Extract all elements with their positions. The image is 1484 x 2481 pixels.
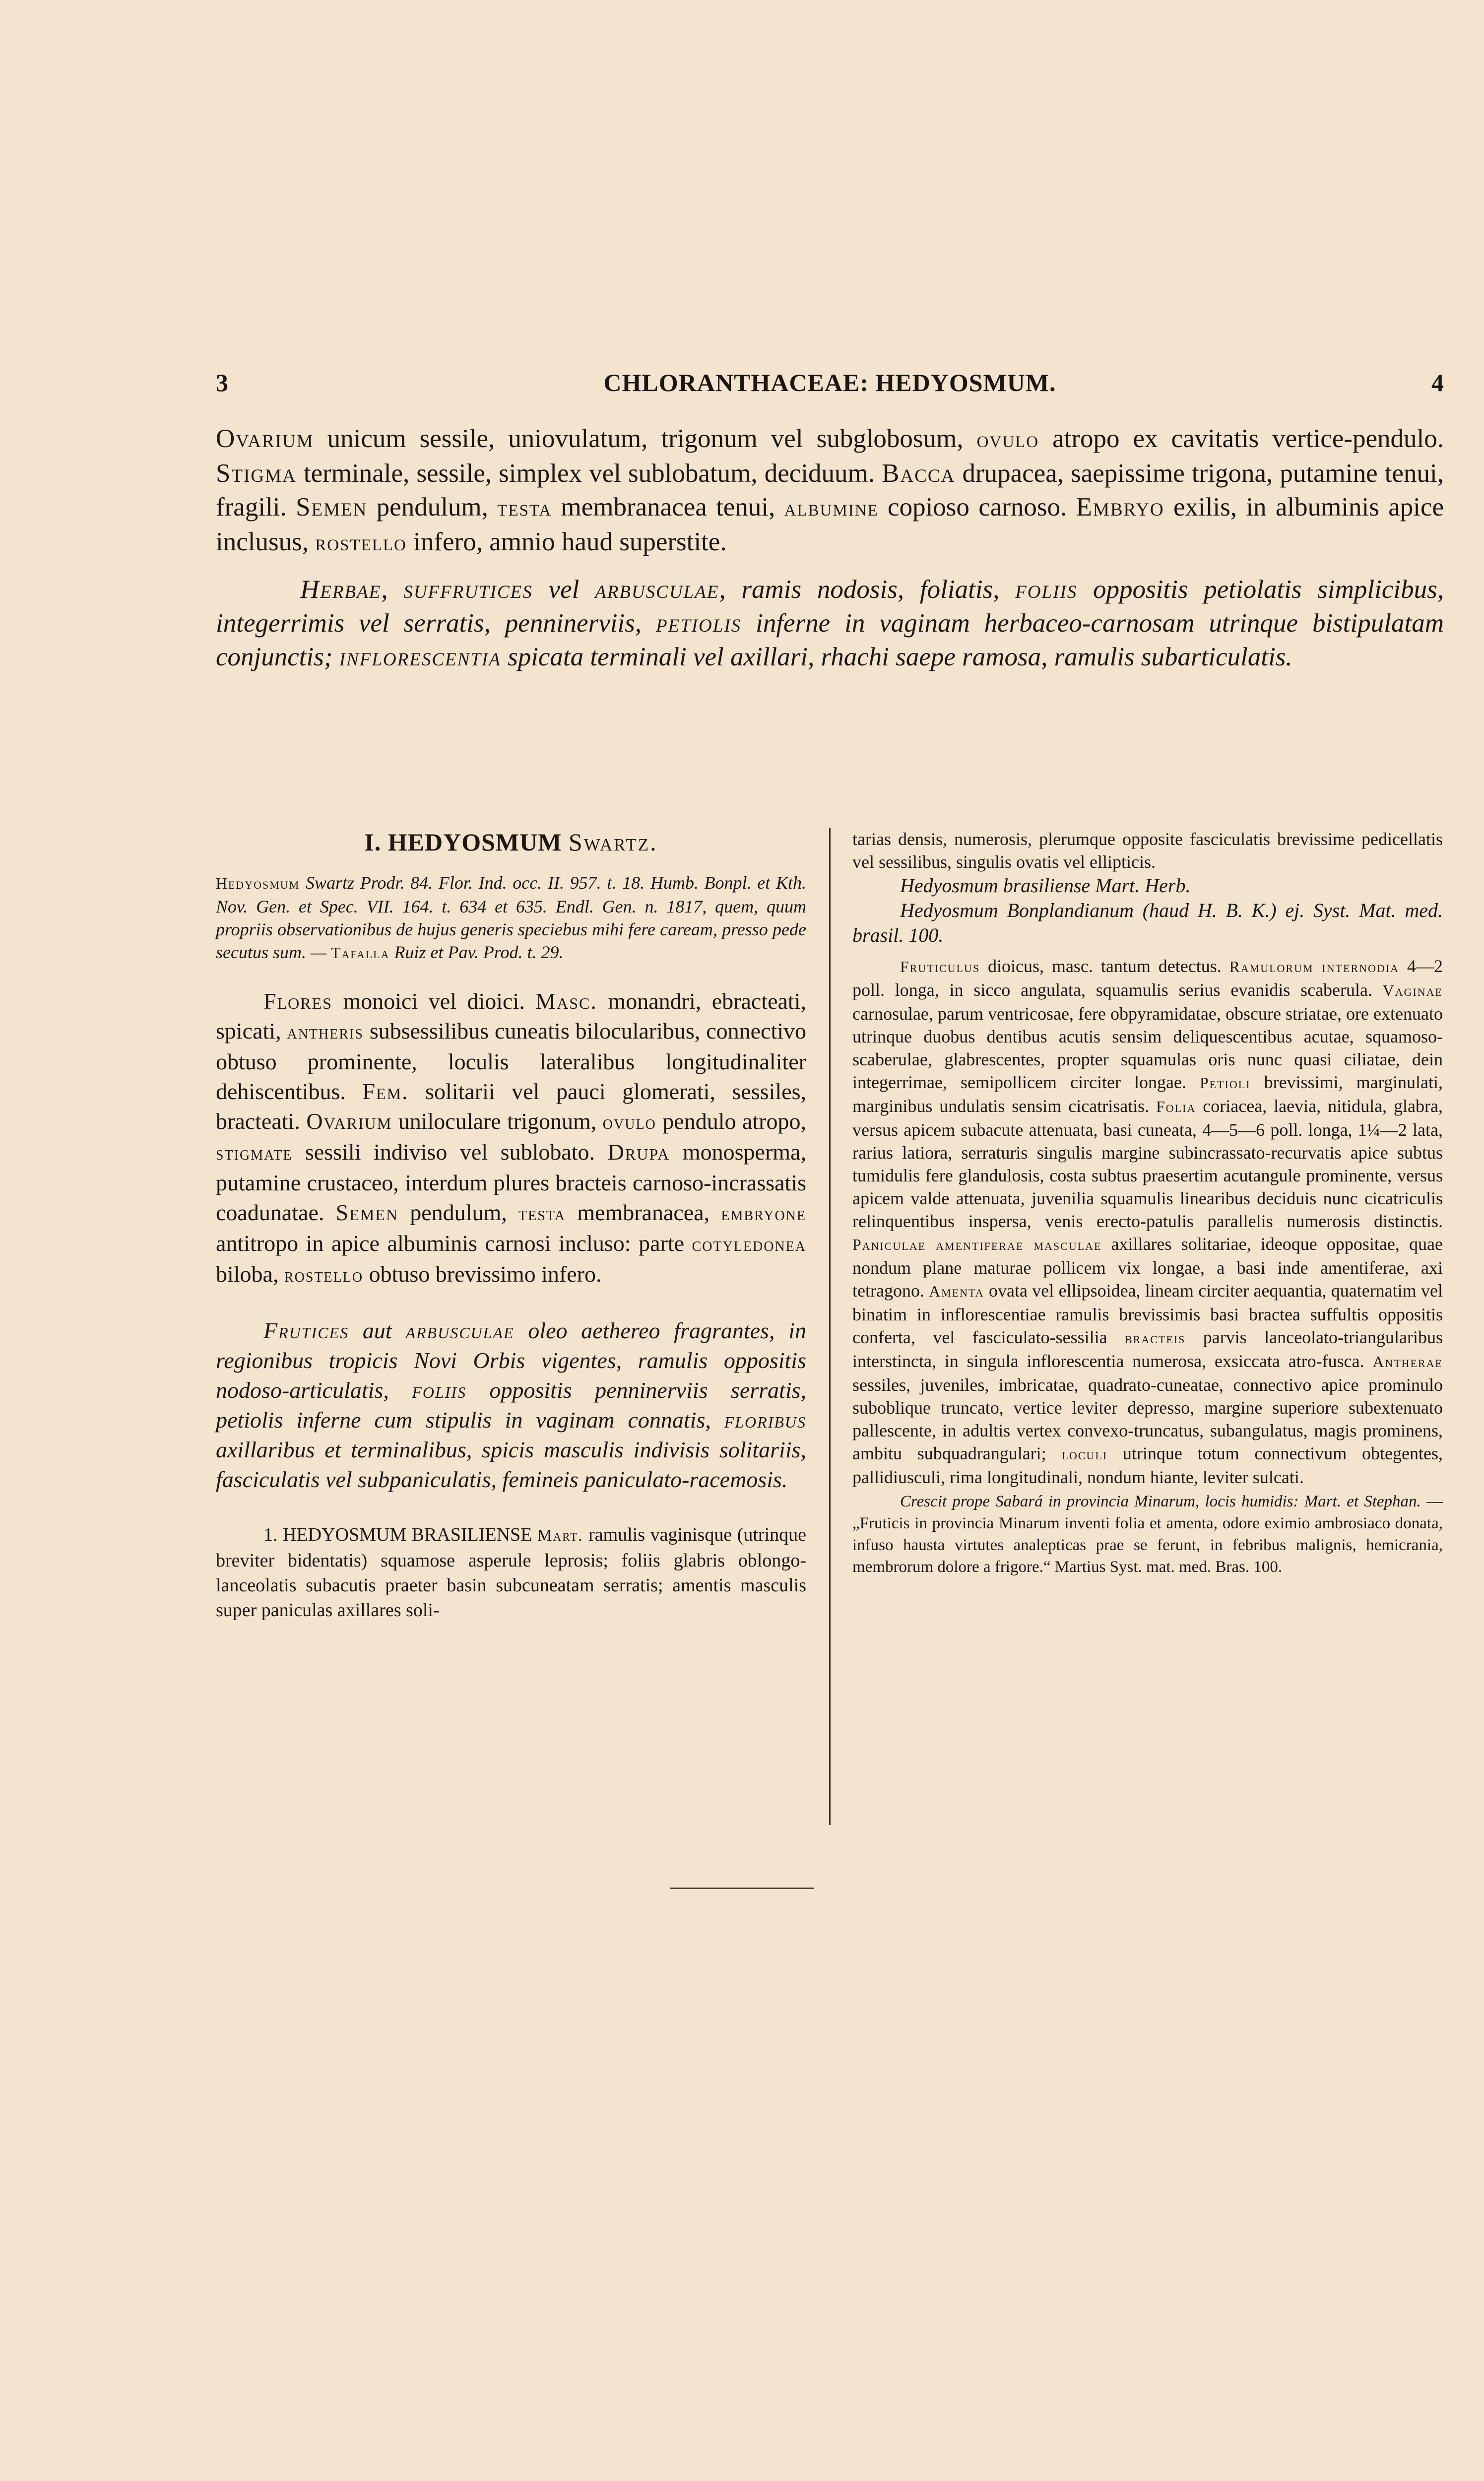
text-run: — „Fruticis in provincia Minarum inventi folia et amenta, odore eximio ambrosiaco donata, infuso hausta virtutes analepticas prae se ferunt, in febribus malignis, hemicrania, membrorum dolore a frigore.“ Martius Syst. mat. med. Bras. 100. xyxy=(852,1493,1443,1576)
species-detailed-description xyxy=(852,955,1443,1489)
text-run: 4—2 poll. longa, in sicco angulata, squamulis serius evanidis scaberula. xyxy=(852,956,1443,1000)
text-run: petiolis xyxy=(655,609,742,638)
text-run: stigmate xyxy=(216,1142,293,1164)
right-page-number: 4 xyxy=(1431,369,1444,396)
text-run: biloba, xyxy=(216,1261,284,1287)
genus-synonymy xyxy=(216,871,806,965)
text-run: coriacea, laevia, nitidula, glabra, versus apicem subacute attenuata, basi cuneata, 4—5—6 poll. longa, 1¼—2 lata, rarius latiora, serraturis singulis margine subincrassato-recurvatis apice subtus tumidulis fere glandulosis, costa subtus praesertim acutangule prominente, versus apicem valde attenuata, juvenilia squamulis linearibus deciduis nunc cicatriculis relinquentibus inspersa, venis erecto-patulis parallelis numerosis distinctis. xyxy=(852,1096,1443,1231)
species-synonym: Hedyosmum Bonplandianum (haud H. B. K.) ej. Syst. Mat. med. brasil. 100. xyxy=(852,899,1443,946)
text-run: Crescit prope Sabará in provincia Minarum, locis humidis: Mart. et Stephan. xyxy=(900,1493,1421,1510)
text-run: solitarii vel pauci glomerati, sessiles, bracteati. xyxy=(216,1079,806,1134)
text-run: Herbae xyxy=(300,575,382,604)
text-run: brevissimi, marginulati, marginibus undulatis sensim cicatrisatis. xyxy=(852,1072,1443,1116)
column-divider xyxy=(829,828,831,1825)
text-run: axillares solitariae, ideoque oppositae, quae nondum plane maturae pollicem vix longae, a basi inde amentiferae, axi tetragono. xyxy=(852,1234,1443,1301)
text-run: dioicus, masc. tantum detectus. xyxy=(980,956,1229,976)
text-run: testa xyxy=(518,1202,566,1225)
intro-paragraph-habit xyxy=(216,573,1444,674)
text-run: oppositis petiolatis simplicibus, integerrimis vel serratis, penninerviis, xyxy=(216,575,1444,638)
text-run: rostello xyxy=(284,1264,364,1286)
text-run: cotyledonea xyxy=(692,1233,806,1255)
text-run: Masc. xyxy=(535,988,597,1014)
text-run: Petioli xyxy=(1200,1074,1251,1092)
text-run: pendulo atropo, xyxy=(656,1109,806,1134)
text-run: Bacca xyxy=(882,459,956,488)
text-run: pendulum, xyxy=(367,493,498,522)
text-run: copioso carnoso. xyxy=(878,493,1076,522)
text-run: , xyxy=(381,575,404,604)
text-run: Semen xyxy=(296,493,368,522)
intro-paragraph-fruit xyxy=(216,422,1444,560)
text-run: Mart. xyxy=(537,1526,583,1545)
text-run: sessili indiviso vel sublobato. xyxy=(292,1139,608,1165)
text-run: Ruiz et Pav. Prod. t. 29. xyxy=(389,942,564,962)
text-run: monoici vel dioici. xyxy=(332,988,536,1014)
text-run: subsessilibus cuneatis bilocularibus, connectivo obtuso prominente, loculis lateralibus longitudinaliter dehiscentibus. xyxy=(216,1018,807,1104)
text-run: Fruticulus xyxy=(900,958,980,976)
text-run: Antherae xyxy=(1372,1353,1443,1371)
text-run: , ramis nodosis, foliatis, xyxy=(719,575,1016,604)
text-run: Ovarium xyxy=(306,1109,392,1134)
text-run: inflorescentia xyxy=(339,643,501,671)
text-run: oleo aethereo fragrantes, in regionibus tropicis Novi Orbis vigentes, ramulis oppositis nodoso-articulatis, xyxy=(216,1318,806,1403)
text-run: Embryo xyxy=(1076,493,1164,522)
text-run: atropo ex cavitatis vertice-pendulo. xyxy=(1039,424,1444,453)
text-run: suffrutices xyxy=(403,575,533,604)
text-run: Semen xyxy=(335,1200,398,1225)
genus-habit xyxy=(216,1316,806,1495)
text-run: loculi xyxy=(1061,1445,1108,1463)
text-run: Flores xyxy=(263,988,332,1014)
text-run: floribus xyxy=(724,1407,806,1433)
text-run: bracteis xyxy=(1125,1329,1186,1347)
text-run: Fem. xyxy=(362,1079,409,1104)
text-run: foliis xyxy=(412,1377,467,1403)
text-run: pendulum, xyxy=(398,1200,519,1225)
genus-heading xyxy=(216,828,806,856)
running-header xyxy=(216,368,1444,403)
text-run: antheris xyxy=(287,1021,364,1043)
text-run: Amenta xyxy=(929,1283,984,1300)
text-run: Ramulorum internodia xyxy=(1229,958,1400,976)
text-run: Tafalla xyxy=(331,944,390,962)
species-description-start xyxy=(216,1522,806,1623)
text-run: antitropo in apice albuminis carnosi incluso: parte xyxy=(216,1231,692,1256)
left-column xyxy=(216,828,806,1623)
text-run: ovulo xyxy=(602,1111,656,1133)
family-description xyxy=(216,422,1444,674)
text-run: testa xyxy=(497,495,552,521)
text-run: arbusculae xyxy=(405,1318,515,1343)
species-continuation: tarias densis, numerosis, plerumque opposite fasciculatis brevissime pedicellatis vel sessilibus, singulis ovatis vel ellipticis. xyxy=(852,829,1443,872)
text-run: Stigma xyxy=(216,459,297,488)
text-run: obtuso brevissimo infero. xyxy=(363,1261,602,1287)
text-run: inferne in vaginam herbaceo-carnosam utrinque bistipulatam conjunctis; xyxy=(216,609,1444,671)
text-run: rostello xyxy=(315,530,407,556)
text-run: albumine xyxy=(784,495,879,521)
text-run: carnosulae, parum ventricosae, fere obpyramidatae, obscure striatae, ore extenuato utrinque duobus dentibus acutis sensim deliquescentibus acutae, squamoso-scaberulae, glabrescentes, propter squamulas oris nunc quasi ciliatae, dein integerrimae, semipollicem circiter longae. xyxy=(852,1004,1443,1092)
text-run: axillaribus et terminalibus, spicis masculis indivisis solitariis, fasciculatis vel subpaniculatis, femineis paniculato-racemosis. xyxy=(216,1437,806,1492)
left-page-number: 3 xyxy=(216,369,228,396)
genus-name: I. HEDYOSMUM xyxy=(364,828,562,856)
text-run: Drupa xyxy=(607,1139,670,1165)
running-title: CHLORANTHACEAE: HEDYOSMUM. xyxy=(603,369,1056,396)
text-run: ramulis vaginisque (utrinque breviter bidentatis) squamose asperule leprosis; foliis glabris oblongo-lanceolatis subacutis praeter basin subcuneatam serratis; amentis masculis super paniculas axillares soli- xyxy=(216,1524,806,1621)
text-run: utrinque totum connectivum obtegentes, pallidiusculi, rima longitudinali, nondum hiante, leviter sulcati. xyxy=(852,1443,1443,1487)
end-rule xyxy=(670,1888,814,1889)
text-run: vel xyxy=(532,575,595,604)
text-run: spicata terminali vel axillari, rhachi saepe ramosa, ramulis subarticulatis. xyxy=(501,643,1292,671)
text-run: monosperma, putamine crustaceo, interdum plures bracteis carnoso-incrassatis coadunatae. xyxy=(216,1139,806,1225)
text-run: drupacea, saepissime trigona, putamine tenui, fragili. xyxy=(216,459,1444,522)
text-run: terminale, sessile, simplex vel sublobatum, deciduum. xyxy=(296,459,882,488)
text-run: Frutices xyxy=(263,1318,349,1343)
text-run: ovata vel ellipsoidea, lineam circiter aequantia, quaternatim vel binatim in inflorescentiae ramulis brevissimis basi bractea suffultis oppositis conferta, vel fasciculato-sessilia xyxy=(852,1281,1443,1347)
text-run: oppositis penninerviis serratis, petiolis inferne cum stipulis in vaginam connatis, xyxy=(216,1377,807,1433)
right-column xyxy=(852,828,1443,1578)
text-run: membranacea, xyxy=(565,1200,721,1225)
text-run: unicum sessile, uniovulatum, trigonum vel subglobosum, xyxy=(314,424,977,453)
text-run: membranacea tenui, xyxy=(552,493,784,522)
genus-author: Swartz. xyxy=(568,828,658,856)
habitat-note xyxy=(852,1491,1443,1578)
text-run: parvis lanceolato-triangularibus interstincta, in singula inflorescentia numerosa, exsiccata atro-fusca. xyxy=(852,1327,1443,1371)
text-run: exilis, in albuminis apice inclusus, xyxy=(216,493,1444,556)
genus-description xyxy=(216,986,806,1290)
text-run: Ovarium xyxy=(216,424,314,453)
text-run: arbusculae xyxy=(595,575,719,604)
text-run: aut xyxy=(349,1318,406,1343)
text-run: Paniculae amentiferae masculae xyxy=(852,1236,1102,1253)
text-run: uniloculare trigonum, xyxy=(392,1109,603,1134)
text-run: embryone xyxy=(721,1202,806,1225)
text-run: monandri, ebracteati, spicati, xyxy=(216,988,806,1044)
text-run: Swartz Prodr. 84. Flor. Ind. occ. II. 957. t. 18. Humb. Bonpl. et Kth. Nov. Gen. et Spec. VII. 164. t. 634 et 635. Endl. Gen. n. 1817, quem, quum propriis observationibus de hujus generis speciebus mihi fere caream, presso pede secutus sum. — xyxy=(216,873,806,962)
text-run: sessiles, juveniles, imbricatae, quadrato-cuneatae, connectivo apice prominulo suboblique truncato, vertice leviter depresso, margine superiore subextenuato pallescente, in adultis vertex convexo-truncatus, subangulatus, magis prominens, ambitu subquadrangulari; xyxy=(852,1375,1443,1463)
species-synonym: Hedyosmum brasiliense Mart. Herb. xyxy=(900,874,1191,897)
text-run: Folia xyxy=(1156,1098,1196,1115)
text-run: foliis xyxy=(1015,575,1078,604)
text-run: ovulo xyxy=(976,427,1039,453)
text-run: Hedyosmum xyxy=(216,875,300,892)
text-run: 1. HEDYOSMUM BRASILIENSE xyxy=(263,1524,537,1545)
text-run: Vaginae xyxy=(1382,982,1443,999)
text-run: infero, amnio haud superstite. xyxy=(406,527,727,556)
